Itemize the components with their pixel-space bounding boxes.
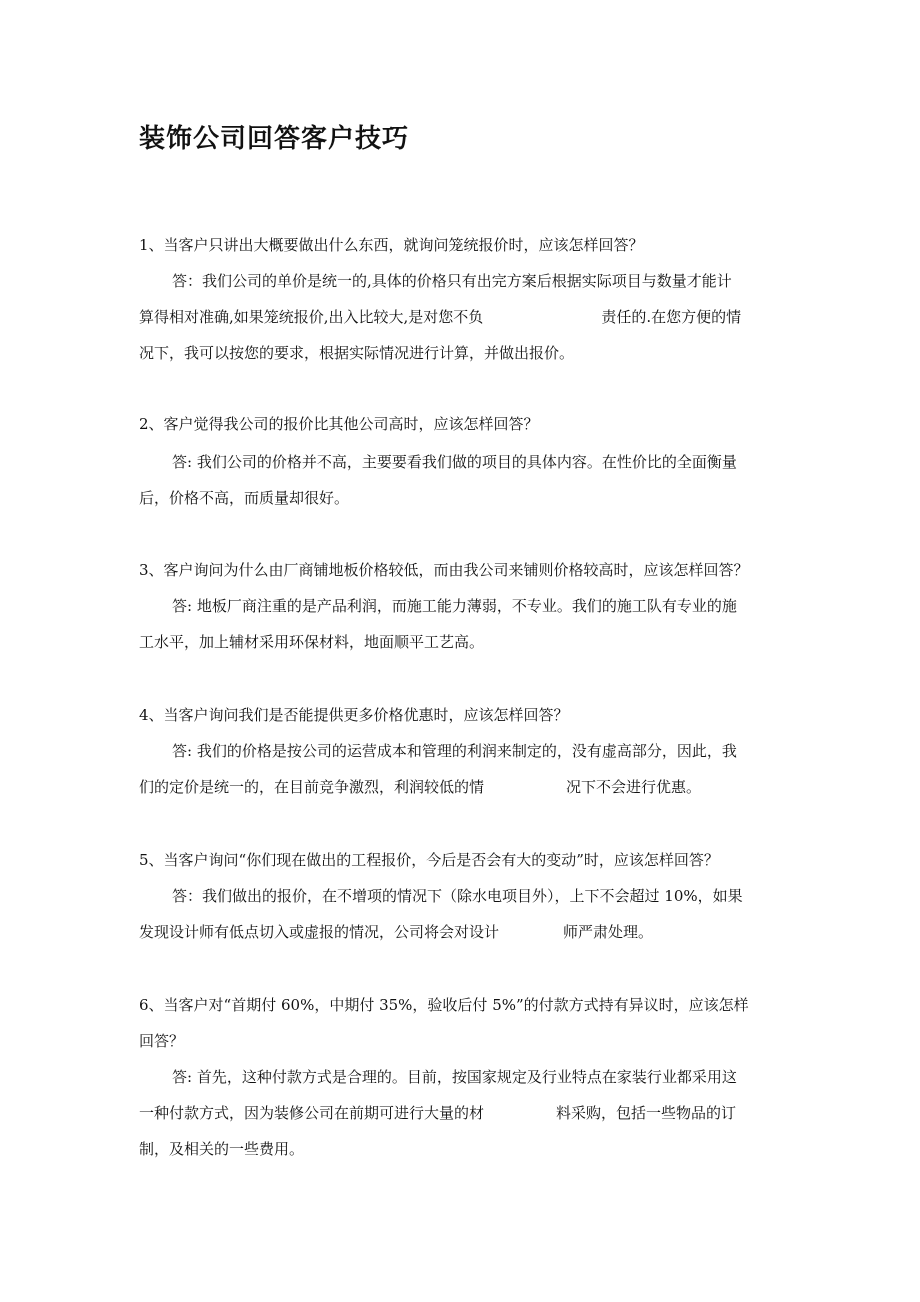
question-6: 6、当客户对“首期付 60%，中期付 35%，验收后付 5%”的付款方式持有异议时，应该怎样 [139,996,749,1014]
question-6-cont: 回答？ [139,1032,185,1050]
question-4: 4、当客户询问我们是否能提供更多价格优惠时，应该怎样回答？ [139,706,569,724]
answer-5-line-1: 答：我们做出的报价，在不增项的情况下（除水电项目外），上下不会超过 10%，如果 [172,887,743,905]
document-title: 装饰公司回答客户技巧 [139,124,410,154]
answer-6-line-2b: 料采购，包括一些物品的订 [556,1104,737,1122]
answer-2-line-1: 答: 我们公司的价格并不高，主要要看我们做的项目的具体内容。在性价比的全面衡量 [172,453,737,471]
answer-5-line-2a: 发现设计师有低点切入或虚报的情况，公司将会对设计 [139,923,500,941]
answer-3-line-1: 答: 地板厂商注重的是产品利润，而施工能力薄弱，不专业。我们的施工队有专业的施 [172,597,737,615]
answer-6-line-3: 制，及相关的一些费用。 [139,1140,305,1158]
answer-6-line-2a: 一种付款方式，因为装修公司在前期可进行大量的材 [139,1104,485,1122]
answer-1-line-2b: 责任的.在您方便的情 [601,308,742,326]
answer-4-line-2 [139,776,701,798]
answer-3-line-2: 工水平，加上辅材采用环保材料，地面顺平工艺高。 [139,633,485,651]
answer-5-line-2 [139,921,653,943]
question-2: 2、客户觉得我公司的报价比其他公司高时，应该怎样回答？ [139,415,539,433]
question-5: 5、当客户询问“你们现在做出的工程报价，今后是否会有大的变动”时，应该怎样回答？ [139,851,719,869]
answer-6-line-2 [139,1102,736,1124]
answer-1-line-3: 况下，我可以按您的要求，根据实际情况进行计算，并做出报价。 [139,344,575,362]
answer-4-line-1: 答: 我们的价格是按公司的运营成本和管理的利润来制定的，没有虚高部分，因此，我 [172,742,737,760]
answer-4-line-2a: 们的定价是统一的，在目前竞争激烈，利润较低的情 [139,778,485,796]
answer-4-line-2b: 况下不会进行优惠。 [566,778,702,796]
answer-1-line-2a: 算得相对准确,如果笼统报价,出入比较大,是对您不负 [139,308,484,326]
answer-2-line-2: 后，价格不高，而质量却很好。 [139,489,350,507]
question-3: 3、客户询问为什么由厂商铺地板价格较低，而由我公司来铺则价格较高时，应该怎样回答？ [139,561,749,579]
answer-6-line-1: 答: 首先，这种付款方式是合理的。目前，按国家规定及行业特点在家装行业都采用这 [172,1068,737,1086]
question-1: 1、当客户只讲出大概要做出什么东西，就询问笼统报价时，应该怎样回答？ [139,236,644,254]
answer-5-line-2b: 师严肃处理。 [563,923,654,941]
answer-1-line-1: 答：我们公司的单价是统一的,具体的价格只有出完方案后根据实际项目与数量才能计 [172,272,732,290]
answer-1-line-2 [139,306,741,328]
